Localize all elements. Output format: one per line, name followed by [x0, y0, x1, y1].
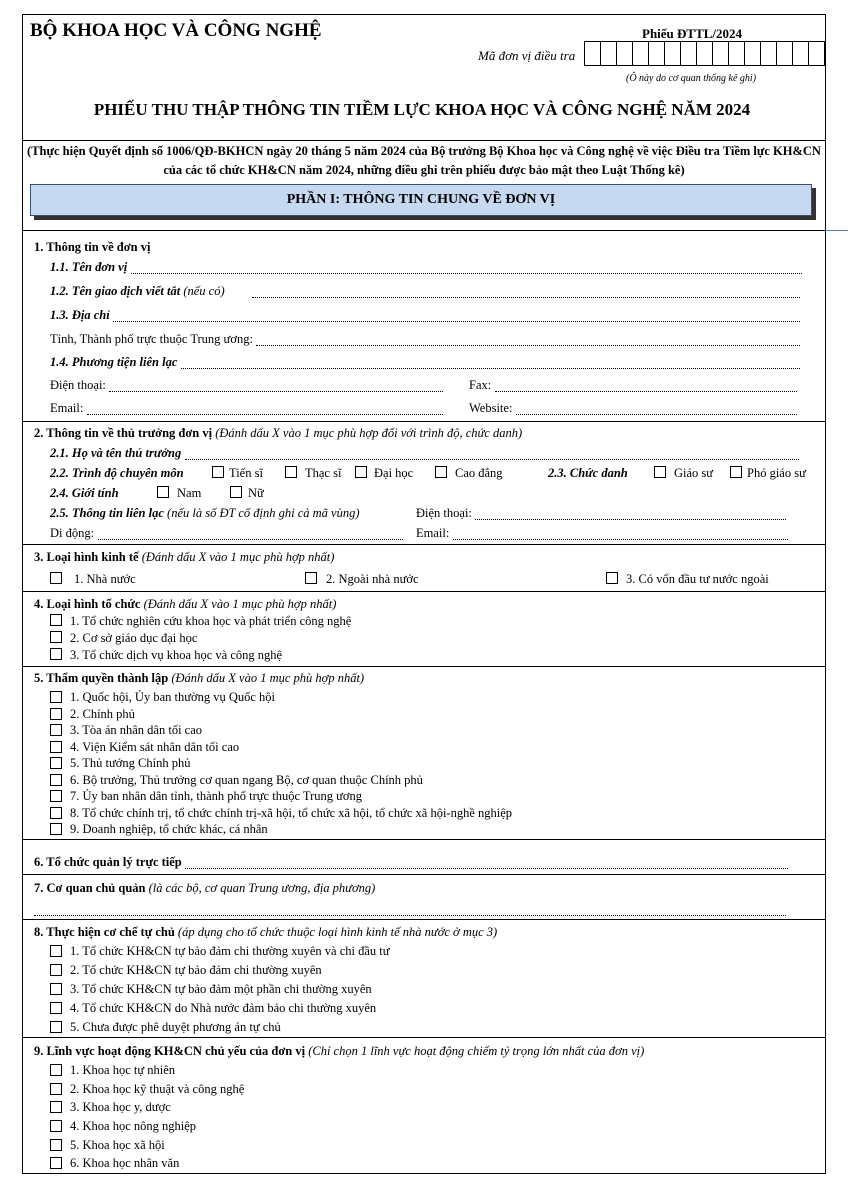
divider-accent	[826, 230, 848, 231]
rank-professor-checkbox[interactable]	[654, 466, 666, 478]
s1-email-field[interactable]	[87, 402, 443, 415]
autonomy-2-checkbox[interactable]	[50, 964, 62, 976]
divider	[22, 1037, 826, 1038]
s5-opt-label: 2. Chính phủ	[70, 707, 135, 721]
s4-opt-label: 1. Tổ chức nghiên cứu khoa học và phát triển công nghệ	[70, 614, 352, 628]
s5-opt-label: 9. Doanh nghiệp, tổ chức khác, cá nhân	[70, 822, 268, 836]
degree-opt-label: Đại học	[374, 466, 414, 480]
degree-opt-label: Cao đẳng	[455, 466, 503, 480]
s1-website-field[interactable]	[516, 402, 797, 415]
s5-opt-label: 8. Tổ chức chính trị, tổ chức chính trị-xã hội, tổ chức xã hội, tổ chức xã hội-nghề nghiệp	[70, 806, 513, 820]
s5-opt-label: 3. Tòa án nhân dân tối cao	[70, 723, 203, 737]
s4-opt-label: 3. Tổ chức dịch vụ khoa học và công nghệ	[70, 648, 283, 662]
authority-1-checkbox[interactable]	[50, 691, 62, 703]
s1-contact-field[interactable]	[181, 356, 800, 369]
s1-phone-field[interactable]	[109, 379, 443, 392]
s4-opt-label: 2. Cơ sở giáo dục đại học	[70, 631, 198, 645]
authority-7-checkbox[interactable]	[50, 790, 62, 802]
degree-phd-checkbox[interactable]	[212, 466, 224, 478]
org-type-3-checkbox[interactable]	[50, 648, 62, 660]
form-code: Phiếu ĐTTL/2024	[642, 26, 743, 41]
part-banner: PHẦN I: THÔNG TIN CHUNG VỀ ĐƠN VỊ	[30, 184, 812, 216]
legal-basis: (Thực hiện Quyết định số 1006/QĐ-BKHCN ngày 20 tháng 5 năm 2024 của Bộ trưởng Bộ Khoa học và Công nghệ về việc Điều tra Tiềm lực KH&CN của các tổ chức KH&CN năm 2024, những điều ghi trên phiếu được bảo mật theo Luật Thống kê)	[27, 144, 821, 177]
degree-college-checkbox[interactable]	[435, 466, 447, 478]
authority-3-checkbox[interactable]	[50, 724, 62, 736]
divider	[22, 544, 826, 545]
divider	[22, 230, 826, 231]
autonomy-1-checkbox[interactable]	[50, 945, 62, 957]
s9-opt-label: 6. Khoa học nhân văn	[70, 1156, 180, 1170]
field-3-checkbox[interactable]	[50, 1101, 62, 1113]
degree-opt-label: Tiến sĩ	[229, 466, 263, 480]
org-type-2-checkbox[interactable]	[50, 631, 62, 643]
org-type-1-checkbox[interactable]	[50, 614, 62, 626]
s6-title: 6. Tổ chức quản lý trực tiếp	[34, 855, 182, 869]
s3-opt-label: 3. Có vốn đầu tư nước ngoài	[626, 572, 769, 586]
s7-note: (là các bộ, cơ quan Trung ương, địa phương)	[148, 881, 376, 895]
s2-email-label: Email:	[416, 526, 450, 540]
s3-title: 3. Loại hình kinh tế	[34, 550, 139, 564]
s1-abbr-field[interactable]	[252, 285, 800, 298]
s9-opt-label: 4. Khoa học nông nghiệp	[70, 1119, 197, 1133]
s2-rank-label: 2.3. Chức danh	[548, 466, 628, 480]
s2-contact-label: 2.5. Thông tin liên lạc	[50, 506, 164, 520]
s7-title: 7. Cơ quan chủ quản	[34, 881, 146, 895]
s1-name-label: 1.1. Tên đơn vị	[50, 260, 128, 274]
s8-note: (áp dụng cho tổ chức thuộc loại hình kinh tế nhà nước ở mục 3)	[177, 925, 498, 939]
s9-opt-label: 1. Khoa học tự nhiên	[70, 1063, 176, 1077]
authority-8-checkbox[interactable]	[50, 807, 62, 819]
s6-field[interactable]	[185, 856, 788, 869]
s3-opt-label: 1. Nhà nước	[74, 572, 136, 586]
s3-note: (Đánh dấu X vào 1 mục phù hợp nhất)	[141, 550, 335, 564]
gender-opt-label: Nam	[177, 486, 202, 500]
form-title: PHIẾU THU THẬP THÔNG TIN TIỀM LỰC KHOA HỌC VÀ CÔNG NGHỆ NĂM 2024	[93, 100, 751, 119]
rank-opt-label: Giáo sư	[674, 466, 714, 480]
authority-9-checkbox[interactable]	[50, 823, 62, 835]
s2-phone-field[interactable]	[475, 507, 786, 520]
s9-opt-label: 5. Khoa học xã hội	[70, 1138, 165, 1152]
s2-email-field[interactable]	[453, 527, 788, 540]
s2-phone-label: Điện thoại:	[416, 506, 472, 520]
s8-opt-label: 4. Tổ chức KH&CN do Nhà nước đảm bảo chi thường xuyên	[70, 1001, 377, 1015]
s1-address-field[interactable]	[113, 309, 800, 322]
field-6-checkbox[interactable]	[50, 1157, 62, 1169]
s9-title: 9. Lĩnh vực hoạt động KH&CN chủ yếu của đơn vị	[34, 1044, 306, 1058]
unit-code-label: Mã đơn vị điều tra	[478, 48, 576, 63]
s1-address-label: 1.3. Địa chỉ	[50, 308, 110, 322]
field-5-checkbox[interactable]	[50, 1139, 62, 1151]
s2-contact-note: (nếu là số ĐT cố định ghi cả mã vùng)	[167, 506, 360, 520]
divider	[22, 421, 826, 422]
autonomy-4-checkbox[interactable]	[50, 1002, 62, 1014]
s2-title: 2. Thông tin về thủ trưởng đơn vị	[34, 426, 213, 440]
rank-assoc-professor-checkbox[interactable]	[730, 466, 742, 478]
s5-opt-label: 5. Thủ tướng Chính phủ	[70, 756, 191, 770]
s1-fax-label: Fax:	[469, 378, 492, 392]
s9-opt-label: 3. Khoa học y, dược	[70, 1100, 171, 1114]
s5-title: 5. Thẩm quyền thành lập	[34, 671, 169, 685]
rank-opt-label: Phó giáo sư	[747, 466, 806, 480]
s8-opt-label: 5. Chưa được phê duyệt phương án tự chủ	[70, 1020, 281, 1034]
s9-opt-label: 2. Khoa học kỹ thuật và công nghệ	[70, 1082, 245, 1096]
s2-name-field[interactable]	[185, 447, 799, 460]
s5-note: (Đánh dấu X vào 1 mục phù hợp nhất)	[171, 671, 365, 685]
s3-opt-label: 2. Ngoài nhà nước	[326, 572, 419, 586]
s8-opt-label: 2. Tổ chức KH&CN tự bảo đảm chi thường xuyên	[70, 963, 322, 977]
s2-mobile-field[interactable]	[98, 527, 403, 540]
s1-title: 1. Thông tin về đơn vị	[34, 240, 151, 254]
s1-email-label: Email:	[50, 401, 84, 415]
autonomy-5-checkbox[interactable]	[50, 1021, 62, 1033]
org-name: BỘ KHOA HỌC VÀ CÔNG NGHỆ	[30, 20, 322, 41]
s8-opt-label: 1. Tổ chức KH&CN tự bảo đảm chi thường xuyên và chi đầu tư	[70, 944, 390, 958]
econ-foreign-checkbox[interactable]	[606, 572, 618, 584]
s5-opt-label: 6. Bộ trưởng, Thủ trưởng cơ quan ngang Bộ, cơ quan thuộc Chính phủ	[70, 773, 423, 787]
divider	[22, 666, 826, 667]
econ-state-checkbox[interactable]	[50, 572, 62, 584]
s1-abbr-label: 1.2. Tên giao dịch viết tắt	[50, 284, 181, 298]
degree-bachelor-checkbox[interactable]	[355, 466, 367, 478]
divider	[22, 140, 826, 141]
s8-title: 8. Thực hiện cơ chế tự chủ	[34, 925, 175, 939]
s5-opt-label: 1. Quốc hội, Ủy ban thường vụ Quốc hội	[70, 690, 276, 704]
s2-mobile-label: Di động:	[50, 526, 95, 540]
s4-title: 4. Loại hình tổ chức	[34, 597, 141, 611]
unit-code-boxes[interactable]	[585, 41, 825, 66]
gender-male-checkbox[interactable]	[157, 486, 169, 498]
s9-note: (Chỉ chọn 1 lĩnh vực hoạt động chiếm tỷ trọng lớn nhất của đơn vị)	[308, 1044, 645, 1058]
divider	[22, 839, 826, 840]
s2-note: (Đánh dấu X vào 1 mục phù hợp đối với trình độ, chức danh)	[215, 426, 523, 440]
unit-code-note: (Ô này do cơ quan thống kê ghi)	[626, 73, 757, 84]
divider	[22, 874, 826, 875]
s2-name-label: 2.1. Họ và tên thủ trưởng	[50, 446, 182, 460]
s1-website-label: Website:	[469, 401, 513, 415]
divider	[22, 591, 826, 592]
gender-female-checkbox[interactable]	[230, 486, 242, 498]
field-2-checkbox[interactable]	[50, 1083, 62, 1095]
econ-nonstate-checkbox[interactable]	[305, 572, 317, 584]
autonomy-3-checkbox[interactable]	[50, 983, 62, 995]
s1-abbr-note: (nếu có)	[183, 284, 225, 298]
s5-opt-label: 7. Ủy ban nhân dân tỉnh, thành phố trực thuộc Trung ương	[70, 789, 363, 803]
s5-opt-label: 4. Viện Kiểm sát nhân dân tối cao	[70, 740, 240, 754]
authority-2-checkbox[interactable]	[50, 708, 62, 720]
gender-opt-label: Nữ	[248, 486, 264, 500]
s1-name-field[interactable]	[131, 261, 802, 274]
degree-opt-label: Thạc sĩ	[305, 466, 342, 480]
s1-contact-label: 1.4. Phương tiện liên lạc	[50, 355, 178, 369]
degree-master-checkbox[interactable]	[285, 466, 297, 478]
s1-fax-field[interactable]	[495, 379, 797, 392]
s2-gender-label: 2.4. Giới tính	[50, 486, 119, 500]
s1-phone-label: Điện thoại:	[50, 378, 106, 392]
authority-4-checkbox[interactable]	[50, 741, 62, 753]
s7-field[interactable]	[34, 903, 786, 916]
s1-province-label: Tỉnh, Thành phố trực thuộc Trung ương:	[50, 332, 253, 346]
authority-6-checkbox[interactable]	[50, 774, 62, 786]
field-1-checkbox[interactable]	[50, 1064, 62, 1076]
s2-degree-label: 2.2. Trình độ chuyên môn	[50, 466, 184, 480]
field-4-checkbox[interactable]	[50, 1120, 62, 1132]
divider	[22, 919, 826, 920]
s1-province-field[interactable]	[256, 333, 800, 346]
authority-5-checkbox[interactable]	[50, 757, 62, 769]
s8-opt-label: 3. Tổ chức KH&CN tự bảo đảm một phần chi thường xuyên	[70, 982, 372, 996]
s4-note: (Đánh dấu X vào 1 mục phù hợp nhất)	[143, 597, 337, 611]
